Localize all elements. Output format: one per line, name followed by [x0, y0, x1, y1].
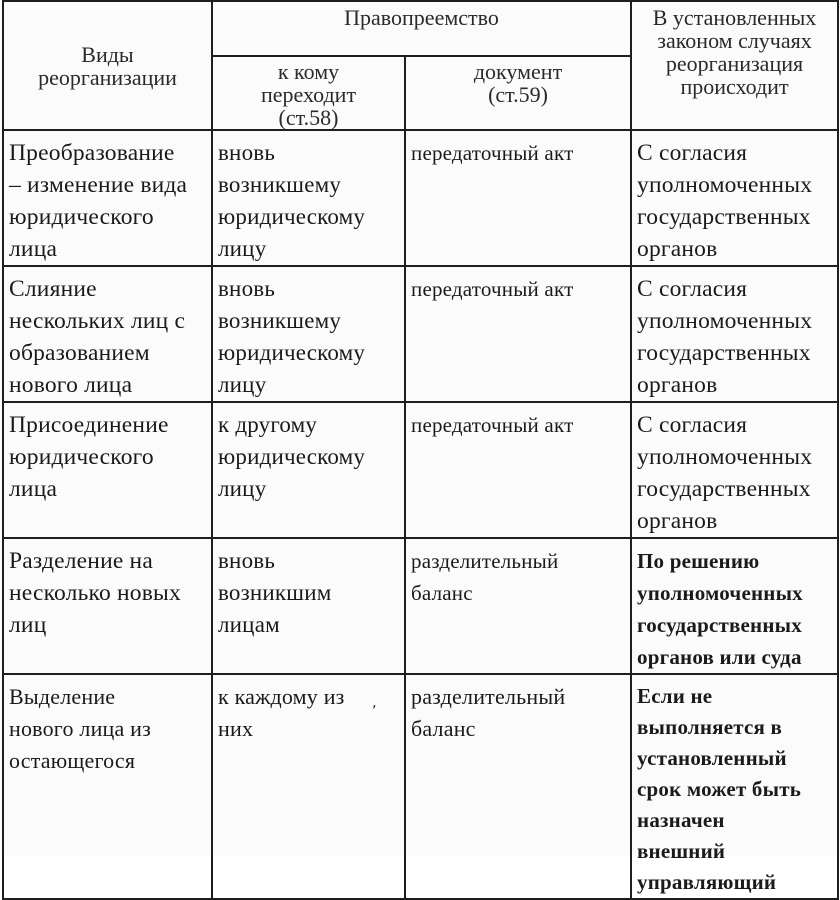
cell-text: разделительный баланс: [411, 684, 566, 741]
cell-to-whom: [212, 402, 405, 538]
table-row: [3, 266, 838, 402]
cell-text: разделительный баланс: [411, 549, 559, 605]
cell-text: передаточный акт: [411, 141, 574, 165]
cell-text: вновь возникшим лицам: [218, 548, 332, 637]
header-text: В установленных: [652, 5, 817, 30]
cell-text: Присоединение юридического лица: [9, 412, 169, 502]
header-text: (ст.58): [278, 105, 339, 130]
header-text: реорганизация: [665, 51, 804, 76]
cell-document: [405, 266, 631, 402]
cell-type: [3, 538, 212, 674]
scan-artifact-mark: ‚: [372, 695, 377, 711]
cell-to-whom: [212, 130, 405, 266]
header-legal-cases: [631, 1, 838, 130]
cell-text: С согласия уполномоченных государственных органов: [637, 140, 813, 262]
cell-text: к каждому из них: [218, 684, 345, 741]
header-document: [405, 56, 631, 130]
cell-condition: [631, 538, 838, 674]
cell-text: Выделение нового лица из остающегося: [9, 684, 152, 773]
cell-text: По решению уполномоченных государственных органов или суда: [637, 549, 803, 669]
header-text: реорганизации: [38, 64, 177, 90]
cell-document: [405, 674, 631, 899]
cell-text: Если не выполняется в установленный срок может быть назначен внешний управляющий: [637, 684, 802, 894]
header-succession-group: [212, 1, 631, 56]
table-body: [3, 130, 838, 899]
cell-text: Разделение на несколько новых лиц: [9, 548, 181, 638]
header-text: Виды: [81, 41, 134, 67]
header-text: (ст.59): [488, 82, 548, 107]
cell-text: Слияние нескольких лиц с образованием нового лица: [9, 276, 186, 398]
cell-to-whom: [212, 674, 405, 899]
table-row: [3, 538, 838, 674]
cell-condition: [631, 674, 838, 899]
header-text: переходит: [260, 82, 357, 107]
cell-text: передаточный акт: [411, 277, 574, 301]
table-row: [3, 130, 838, 266]
cell-text: вновь возникшему юридическому лицу: [218, 276, 366, 397]
table-row: [3, 402, 838, 538]
header-to-whom: [212, 56, 405, 130]
cell-text: С согласия уполномоченных государственных органов: [637, 412, 813, 534]
header-text: к кому: [277, 59, 340, 84]
header-text: документ: [473, 59, 563, 84]
table-header: [3, 1, 838, 130]
cell-text: вновь возникшему юридическому лицу: [218, 140, 366, 261]
cell-condition: [631, 402, 838, 538]
table-row: [3, 674, 838, 899]
cell-to-whom: [212, 266, 405, 402]
cell-document: [405, 538, 631, 674]
header-text: законом случаях: [657, 28, 812, 53]
cell-text: передаточный акт: [411, 413, 574, 437]
cell-type: [3, 402, 212, 538]
cell-document: [405, 402, 631, 538]
header-text: Правопреемство: [344, 5, 499, 30]
cell-condition: [631, 130, 838, 266]
cell-type: [3, 130, 212, 266]
cell-document: [405, 130, 631, 266]
cell-condition: [631, 266, 838, 402]
cell-text: к другому юридическому лицу: [218, 412, 366, 501]
cell-type: [3, 266, 212, 402]
cell-type: [3, 674, 212, 899]
reorganization-table: [2, 0, 839, 900]
cell-text: С согласия уполномоченных государственных органов: [637, 276, 813, 398]
cell-text: Преобразование – изменение вида юридического лица: [9, 140, 188, 262]
header-reorganization-types: [3, 1, 212, 130]
header-text: происходит: [680, 74, 789, 99]
cell-to-whom: [212, 538, 405, 674]
